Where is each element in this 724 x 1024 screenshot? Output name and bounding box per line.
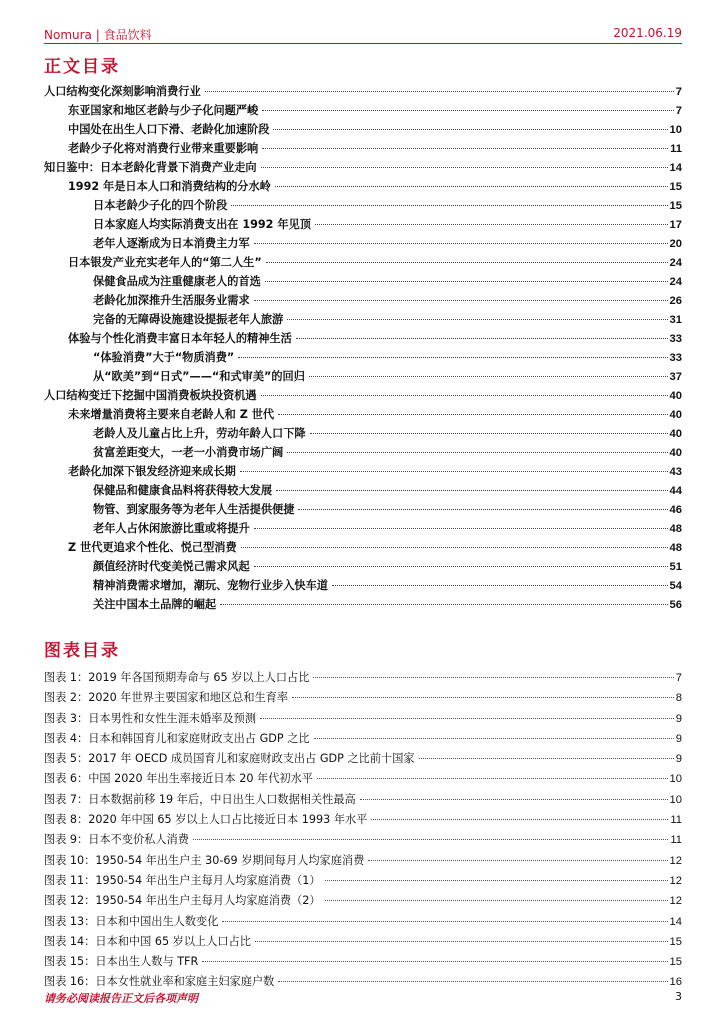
toc-entry-page: 26	[669, 295, 682, 307]
toc-entry-page: 33	[669, 352, 682, 364]
dot-leader	[332, 585, 668, 586]
toc-entry-page: 44	[669, 485, 682, 497]
toc-entry[interactable]	[44, 462, 682, 481]
toc-entry-page: 48	[669, 542, 682, 554]
figure-entry-page: 14	[669, 915, 682, 928]
toc-entry[interactable]	[44, 386, 682, 405]
toc-entry-page: 15	[669, 181, 682, 193]
table-of-contents	[44, 82, 682, 614]
figure-entry-title: 图表 6：中国 2020 年出生率接近日本 20 年代初水平	[44, 772, 313, 786]
dot-leader	[231, 205, 667, 206]
figure-entry-title: 图表 16：日本女性就业率和家庭主妇家庭户数	[44, 975, 275, 989]
dot-leader	[314, 738, 674, 739]
toc-entry[interactable]	[44, 443, 682, 462]
dot-leader	[254, 300, 668, 301]
toc-entry[interactable]	[44, 272, 682, 291]
figure-entry-title: 图表 1：2019 年各国预期寿命与 65 岁以上人口占比	[44, 671, 310, 684]
toc-entry-page: 51	[669, 561, 682, 573]
dot-leader	[275, 186, 668, 187]
toc-entry-title: 日本老龄少子化的四个阶段	[93, 199, 228, 212]
dot-leader	[240, 471, 668, 472]
toc-entry-page: 14	[669, 162, 682, 174]
toc-entry-page: 11	[670, 143, 682, 155]
toc-entry-title: 日本银发产业充实老年人的“第二人生”	[68, 256, 262, 269]
dot-leader	[371, 819, 668, 820]
dot-leader	[254, 243, 668, 244]
toc-entry-title: 颜值经济时代变美悦己需求风起	[93, 560, 250, 573]
figure-entry-page: 10	[669, 773, 682, 786]
toc-entry[interactable]	[44, 158, 682, 177]
toc-entry-title: 老年人占休闲旅游比重或将提升	[93, 522, 250, 535]
toc-entry[interactable]	[44, 367, 682, 386]
toc-entry-title: 老龄化加深推升生活服务业需求	[93, 294, 250, 307]
toc-entry-page: 43	[669, 466, 682, 478]
toc-entry-page: 40	[669, 428, 682, 440]
figure-entry-title: 图表 11：1950-54 年出生户主每月人均家庭消费（1）	[44, 873, 321, 887]
toc-entry[interactable]	[44, 538, 682, 557]
toc-entry-title: 完备的无障碍设施建设提振老年人旅游	[93, 313, 284, 326]
dot-leader	[310, 433, 668, 434]
toc-entry-page: 7	[675, 86, 682, 98]
figure-entry[interactable]	[44, 912, 682, 932]
toc-entry[interactable]	[44, 595, 682, 614]
toc-entry-title: 体验与个性化消费丰富日本年轻人的精神生活	[68, 332, 292, 345]
toc-entry-title: 人口结构变化深刻影响消费行业	[44, 85, 201, 98]
dot-leader	[296, 338, 668, 339]
figure-entry-title: 图表 14：日本和中国 65 岁以上人口占比	[44, 934, 251, 948]
dot-leader	[317, 778, 668, 779]
figure-entry-page: 9	[675, 732, 682, 745]
figure-entry-title: 图表 2：2020 年世界主要国家和地区总和生育率	[44, 691, 289, 705]
toc-entry-title: 老年人逐渐成为日本消费主力军	[93, 237, 250, 250]
toc-entry[interactable]	[44, 101, 682, 120]
figure-list	[44, 668, 682, 993]
dot-leader	[315, 224, 668, 225]
toc-entry[interactable]	[44, 500, 682, 519]
figure-entry-title: 图表 9：日本不变价私人消费	[44, 833, 189, 847]
toc-entry-title: 老龄少子化将对消费行业带来重要影响	[68, 142, 259, 155]
dot-leader	[276, 490, 668, 491]
toc-entry[interactable]	[44, 120, 682, 139]
dot-leader	[262, 148, 668, 149]
dot-leader	[262, 110, 674, 111]
toc-entry-page: 17	[669, 219, 682, 231]
toc-entry-page: 37	[669, 371, 682, 383]
figure-entry[interactable]	[44, 952, 682, 972]
figure-entry-title: 图表 3：日本男性和女性生涯未婚率及预测	[44, 711, 257, 725]
toc-entry[interactable]	[44, 196, 682, 215]
figure-entry-page: 12	[669, 874, 682, 887]
dot-leader	[202, 961, 667, 962]
header-date: 2021.06.19	[613, 26, 682, 40]
figure-entry-title: 图表 15：日本出生人数与 TFR	[44, 955, 199, 969]
figure-entry-title: 图表 10：1950-54 年出生户主 30-69 岁期间每月人均家庭消费	[44, 853, 365, 867]
toc-entry-page: 48	[669, 523, 682, 535]
figure-entry[interactable]	[44, 709, 682, 729]
figure-entry[interactable]	[44, 851, 682, 871]
toc-entry-title: 关注中国本土品牌的崛起	[93, 598, 217, 611]
header-brand: Nomura | 食品饮料	[44, 28, 152, 42]
toc-entry-title: “体验消费”大于“物质消费”	[93, 351, 235, 364]
dot-leader	[241, 547, 668, 548]
figure-entry-title: 图表 7：日本数据前移 19 年后，中日出生人口数据相关性最高	[44, 792, 356, 806]
toc-entry-page: 20	[669, 238, 682, 250]
figure-entry[interactable]	[44, 932, 682, 952]
toc-entry[interactable]	[44, 139, 682, 158]
footer-disclaimer: 请务必阅读报告正文后各项声明	[44, 992, 198, 1005]
figure-entry-page: 12	[669, 895, 682, 908]
dot-leader	[205, 91, 674, 92]
toc-entry-title: 保健食品成为注重健康老人的首选	[93, 275, 261, 288]
dot-leader	[220, 604, 667, 605]
figure-entry-page: 8	[675, 692, 682, 705]
dot-leader	[278, 981, 667, 982]
dot-leader	[255, 941, 668, 942]
figure-entry[interactable]	[44, 790, 682, 810]
toc-entry-page: 40	[669, 409, 682, 421]
toc-entry-title: 老龄人及儿童占比上升，劳动年龄人口下降	[93, 427, 306, 440]
figure-entry-page: 10	[669, 793, 682, 806]
toc-entry-page: 7	[675, 105, 682, 117]
dot-leader	[254, 566, 668, 567]
toc-entry-title: 物管、到家服务等为老年人生活提供便捷	[93, 503, 295, 516]
toc-entry[interactable]	[44, 348, 682, 367]
figure-entry-title: 图表 4：日本和韩国育儿和家庭财政支出占 GDP 之比	[44, 731, 310, 745]
toc-title: 正文目录	[44, 57, 120, 77]
toc-entry-title: Z 世代更追求个性化、悦己型消费	[68, 541, 237, 554]
dot-leader	[298, 509, 667, 510]
figure-entry-title: 图表 12：1950-54 年出生户主每月人均家庭消费（2）	[44, 894, 321, 908]
figure-entry-page: 9	[675, 712, 682, 725]
toc-entry-page: 40	[669, 447, 682, 459]
toc-entry[interactable]	[44, 329, 682, 348]
toc-entry-title: 老龄化加深下银发经济迎来成长期	[68, 465, 236, 478]
toc-entry-title: 从“欧美”到“日式”——“和式审美”的回归	[93, 370, 305, 383]
toc-entry-page: 33	[669, 333, 682, 345]
dot-leader	[261, 395, 668, 396]
toc-entry-title: 贫富差距变大，一老一小消费市场广阔	[93, 446, 284, 459]
figure-entry-page: 7	[675, 672, 682, 684]
toc-entry[interactable]	[44, 215, 682, 234]
dot-leader	[325, 900, 668, 901]
toc-entry[interactable]	[44, 253, 682, 272]
toc-entry-title: 1992 年是日本人口和消费结构的分水岭	[68, 180, 271, 193]
toc-entry-page: 46	[669, 504, 682, 516]
toc-entry[interactable]	[44, 405, 682, 424]
toc-entry-page: 56	[669, 599, 682, 611]
dot-leader	[193, 839, 668, 840]
toc-entry[interactable]	[44, 234, 682, 253]
toc-entry-title: 人口结构变迁下挖掘中国消费板块投资机遇	[44, 389, 257, 402]
toc-entry[interactable]	[44, 519, 682, 538]
figure-entry-page: 11	[670, 834, 682, 847]
dot-leader	[238, 357, 667, 358]
toc-entry-page: 15	[669, 200, 682, 212]
dot-leader	[265, 281, 668, 282]
dot-leader	[309, 376, 668, 377]
dot-leader	[360, 799, 668, 800]
dot-leader	[222, 921, 667, 922]
figure-entry[interactable]	[44, 668, 682, 688]
figure-entry[interactable]	[44, 749, 682, 769]
toc-entry-page: 10	[669, 124, 682, 136]
dot-leader	[325, 880, 668, 881]
figure-entry[interactable]	[44, 830, 682, 850]
toc-entry[interactable]	[44, 557, 682, 576]
toc-entry-page: 54	[669, 580, 682, 592]
figure-entry-page: 12	[669, 854, 682, 867]
dot-leader	[287, 452, 667, 453]
figure-entry-page: 11	[670, 814, 682, 827]
header-rule	[44, 43, 682, 44]
dot-leader	[313, 677, 673, 678]
dot-leader	[254, 528, 668, 529]
toc-entry-title: 东亚国家和地区老龄与少子化问题严峻	[68, 104, 259, 117]
toc-entry-page: 24	[669, 276, 682, 288]
figure-entry-page: 15	[669, 935, 682, 948]
dot-leader	[260, 718, 674, 719]
dot-leader	[266, 262, 668, 263]
dot-leader	[368, 860, 667, 861]
figure-entry[interactable]	[44, 688, 682, 708]
toc-entry-title: 未来增量消费将主要来自老龄人和 Z 世代	[68, 408, 275, 421]
figure-entry-page: 9	[675, 753, 682, 766]
figure-entry[interactable]	[44, 729, 682, 749]
toc-entry[interactable]	[44, 82, 682, 101]
toc-entry[interactable]	[44, 576, 682, 595]
figure-entry[interactable]	[44, 769, 682, 789]
toc-entry-page: 40	[669, 390, 682, 402]
page-header	[44, 22, 682, 44]
dot-leader	[278, 414, 667, 415]
dot-leader	[287, 319, 667, 320]
dot-leader	[273, 129, 667, 130]
toc-entry[interactable]	[44, 424, 682, 443]
figure-entry[interactable]	[44, 891, 682, 911]
dot-leader	[292, 697, 674, 698]
figure-entry-page: 16	[669, 976, 682, 989]
figure-entry-title: 图表 5：2017 年 OECD 成员国育儿和家庭财政支出占 GDP 之比前十国家	[44, 752, 415, 766]
toc-entry-title: 精神消费需求增加，潮玩、宠物行业步入快车道	[93, 579, 328, 592]
figure-entry[interactable]	[44, 810, 682, 830]
figure-entry[interactable]	[44, 871, 682, 891]
toc-entry-title: 保健品和健康食品料将获得较大发展	[93, 484, 273, 497]
toc-entry[interactable]	[44, 310, 682, 329]
dot-leader	[261, 167, 668, 168]
dot-leader	[419, 758, 674, 759]
toc-entry[interactable]	[44, 481, 682, 500]
toc-entry-title: 日本家庭人均实际消费支出在 1992 年见顶	[93, 218, 311, 231]
toc-entry-title: 中国处在出生人口下滑、老龄化加速阶段	[68, 123, 270, 136]
toc-entry-page: 24	[669, 257, 682, 269]
figure-entry-title: 图表 13：日本和中国出生人数变化	[44, 914, 219, 928]
figure-entry-page: 15	[669, 956, 682, 969]
page-number: 3	[675, 990, 682, 1003]
toc-entry[interactable]	[44, 291, 682, 310]
figures-title: 图表目录	[44, 641, 120, 661]
toc-entry[interactable]	[44, 177, 682, 196]
toc-entry-title: 知日鉴中：日本老龄化背景下消费产业走向	[44, 161, 257, 174]
toc-entry-page: 31	[669, 314, 682, 326]
figure-entry-title: 图表 8：2020 年中国 65 岁以上人口占比接近日本 1993 年水平	[44, 813, 368, 827]
